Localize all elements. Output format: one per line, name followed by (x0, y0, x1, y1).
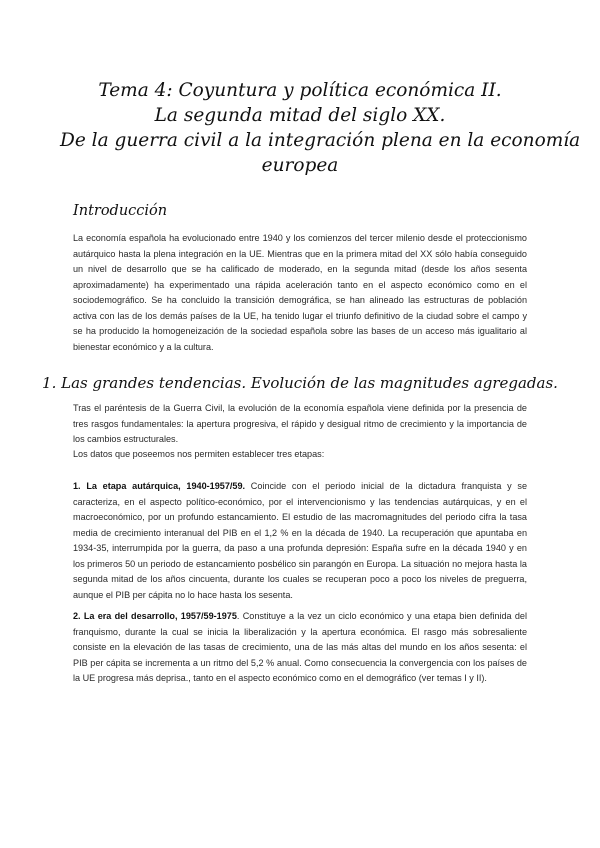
etapa-1-paragraph (73, 479, 527, 603)
etapa-2-heading: 2. La era del desarrollo, 1957/59-1975 (73, 611, 237, 621)
intro-paragraph: La economía española ha evolucionado entre 1940 y los comienzos del tercer milenio desde el proteccionismo autárquico hasta la plena integración en la UE. Mientras que en la primera mitad del XX sólo había conseguido un nivel de desarrollo que se ha calificado de moderado, en la segunda mitad (desde los años sesenta aproximadamente) ha experimentado una rápida aceleración tanto en el aspecto económico como en el sociodemográfico. Se ha concluido la transición demográfica, se han alineado las estructuras de población activa con las de los demás países de la UE, ha tenido lugar el triunfo definitivo de la ciudad sobre el campo y se ha producido la homogeneización de la sociedad española sobre las bases de un acceso más igualitario al bienestar económico y a la cultura. (73, 233, 527, 352)
etapas-intro: Los datos que poseemos nos permiten establecer tres etapas: (73, 449, 325, 459)
title-line-3: De la guerra civil a la integración plena en la economía (60, 130, 581, 151)
etapa-2-paragraph (73, 609, 527, 687)
etapa-2-text: . Constituye a la vez un ciclo económico y una etapa bien definida del franquismo, durante la cual se inicia la liberalización y la apertura económica. El rasgo más sobresaliente consiste en la elevación de las tasas de crecimiento, una de las más altas del mundo en los años sesenta: el PIB per cápita se incrementa a un ritmo del 5,2 % anual. Como consecuencia la convergencia con los países de la UE progresa más deprisa., tanto en el aspecto económico como en el demográfico (ver temas I y II). (73, 611, 527, 683)
section-heading: 1. Las grandes tendencias. Evolución de las magnitudes agregadas. (42, 374, 558, 392)
intro-heading: Introducción (73, 203, 168, 219)
document-title (60, 78, 581, 178)
title-line-4: europea (261, 155, 339, 176)
etapa-1-text: Coincide con el periodo inicial de la dictadura franquista y se caracteriza, en el aspecto político-económico, por el intervencionismo y las tendencias autárquicas, y en el macroeconómico, por un profundo estancamiento. El estudio de las macromagnitudes del periodo cifra la tasa media de crecimiento interanual del PIB en el 1,2 % en la década de 1940. La recuperación que apuntaba en 1934-35, interrumpida por la guerra, da paso a una profunda depresión: España sufre en la década 1940 y en los primeros 50 un periodo de estancamiento posbélico sin parangón en Europa. La situación no mejora hasta la segunda mitad de los años cincuenta, durante los cuales se recuperan poco a poco los niveles de preguerra, aunque el PIB per cápita no lo hace hasta los sesenta. (73, 481, 528, 600)
tendencias-paragraph: Tras el paréntesis de la Guerra Civil, la evolución de la economía española viene definida por la presencia de tres rasgos fundamentales: la apertura progresiva, el rápido y desigual ritmo de crecimiento y la importancia de los cambios estructurales. (73, 403, 527, 444)
etapa-1-heading: 1. La etapa autárquica, 1940-1957/59. (73, 481, 246, 491)
title-line-2: La segunda mitad del siglo XX. (154, 105, 446, 126)
title-line-1: Tema 4: Coyuntura y política económica II. (98, 80, 502, 101)
